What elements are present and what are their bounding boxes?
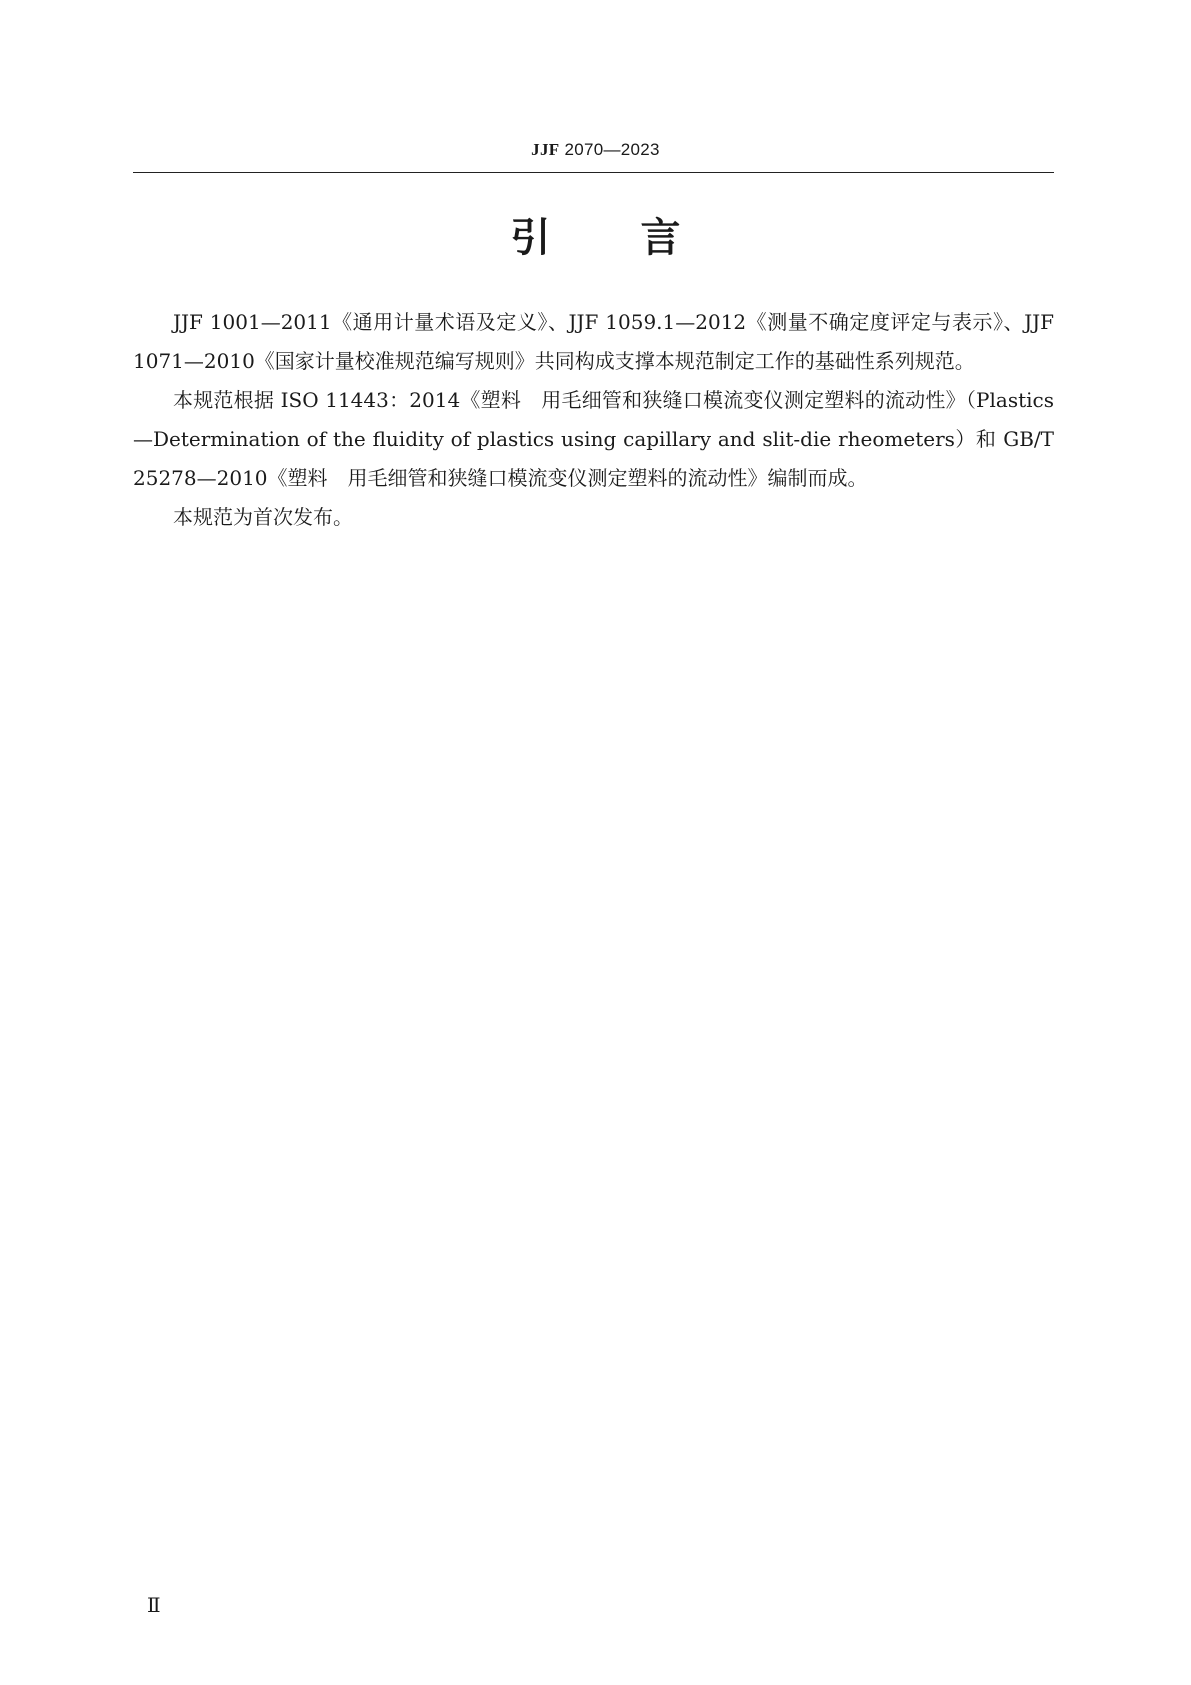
page-header xyxy=(0,140,1191,160)
standard-code-number: 2070—2023 xyxy=(559,140,660,159)
paragraph-basis-documents: 本规范根据 ISO 11443：2014《塑料 用毛细管和狭缝口模流变仪测定塑料的流动性》（Plastics—Determination of the fluidity of plastics using capillary and slit-die rheometers）和 GB/T 25278—2010《塑料 用毛细管和狭缝口模流变仪测定塑料的流动性》编制而成。 xyxy=(133,388,1054,490)
section-title: 引言 xyxy=(510,215,771,261)
introduction-body xyxy=(133,303,1054,537)
standard-code-prefix: JJF xyxy=(531,140,560,159)
page-number: Ⅱ xyxy=(147,1595,161,1617)
paragraph-first-release: 本规范为首次发布。 xyxy=(173,505,353,529)
header-divider xyxy=(133,172,1054,173)
paragraph-normative-references: JJF 1001—2011《通用计量术语及定义》、JJF 1059.1—2012《测量不确定度评定与表示》、JJF 1071—2010《国家计量校准规范编写规则》共同构成支撑本规范制定工作的基础性系列规范。 xyxy=(133,310,1054,373)
